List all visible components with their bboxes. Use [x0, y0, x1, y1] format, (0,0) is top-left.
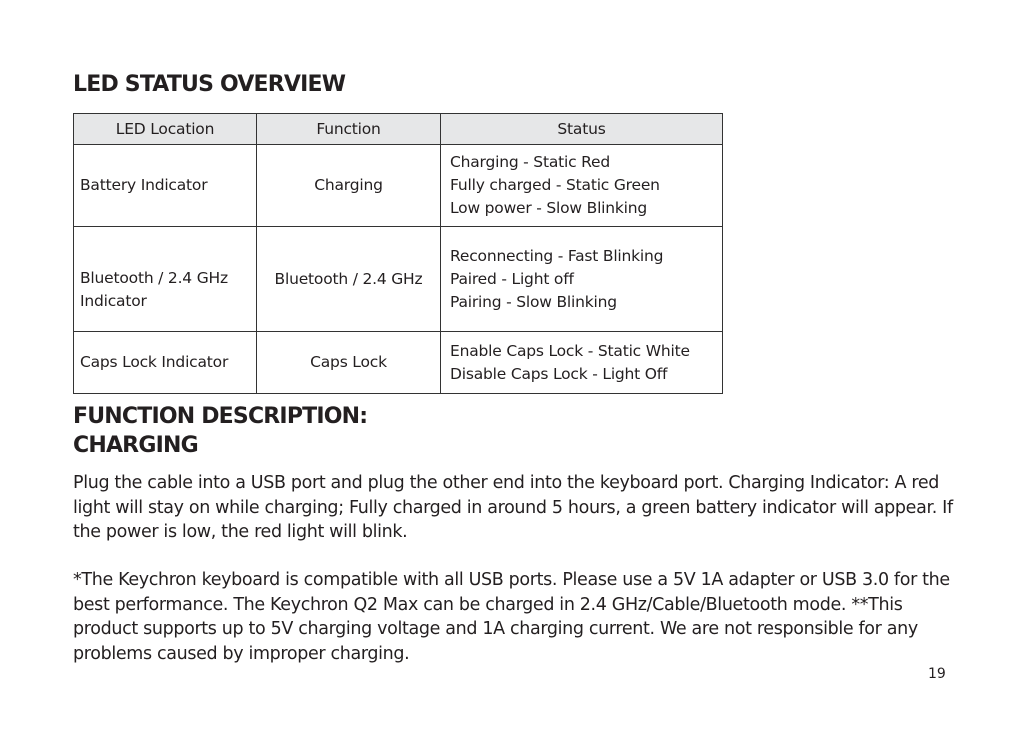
status-line: Low power - Slow Blinking [450, 199, 648, 217]
status-line: Fully charged - Static Green [450, 176, 660, 194]
cell-led-location: Caps Lock Indicator [74, 332, 257, 394]
table-row [74, 145, 723, 227]
header-function: Function [257, 114, 441, 145]
cell-led-location: Battery Indicator [74, 145, 257, 227]
function-description-title: FUNCTION DESCRIPTION: [73, 404, 368, 429]
status-line: Reconnecting - Fast Blinking [450, 246, 664, 265]
status-line: Pairing - Slow Blinking [450, 292, 617, 311]
cell-status [441, 145, 723, 227]
status-line: Paired - Light off [450, 269, 574, 288]
charging-subtitle: CHARGING [73, 433, 198, 458]
cell-status [441, 332, 723, 394]
cell-function: Bluetooth / 2.4 GHz [257, 227, 441, 332]
compatibility-note: *The Keychron keyboard is compatible with all USB ports. Please use a 5V 1A adapter or USB 3.0 for the best performance. The Keychron Q2 Max can be charged in 2.4 GHz/Cable/Bluetooth mode. **This product supports up to 5V charging voltage and 1A charging current. We are not responsible for any problems caused by improper charging. [73, 570, 950, 664]
cell-function: Caps Lock [257, 332, 441, 394]
header-led-location: LED Location [74, 114, 257, 145]
cell-status [441, 227, 723, 332]
status-line: Disable Caps Lock - Light Off [450, 364, 668, 383]
status-line: Enable Caps Lock - Static White [450, 341, 690, 360]
led-status-table [73, 113, 723, 394]
header-status: Status [441, 114, 723, 145]
led-status-title: LED STATUS OVERVIEW [73, 72, 346, 97]
status-line: Charging - Static Red [450, 153, 610, 171]
table-row [74, 227, 723, 332]
cell-led-location: Bluetooth / 2.4 GHz Indicator [74, 227, 257, 332]
table-row [74, 332, 723, 394]
cell-function: Charging [257, 145, 441, 227]
charging-description: Plug the cable into a USB port and plug the other end into the keyboard port. Charging Indicator: A red light will stay on while charging; Fully charged in around 5 hours, a green battery indicator will appear. If the power is low, the red light will blink. [73, 473, 953, 542]
page-number: 19 [928, 666, 946, 682]
table-header-row [74, 114, 723, 145]
